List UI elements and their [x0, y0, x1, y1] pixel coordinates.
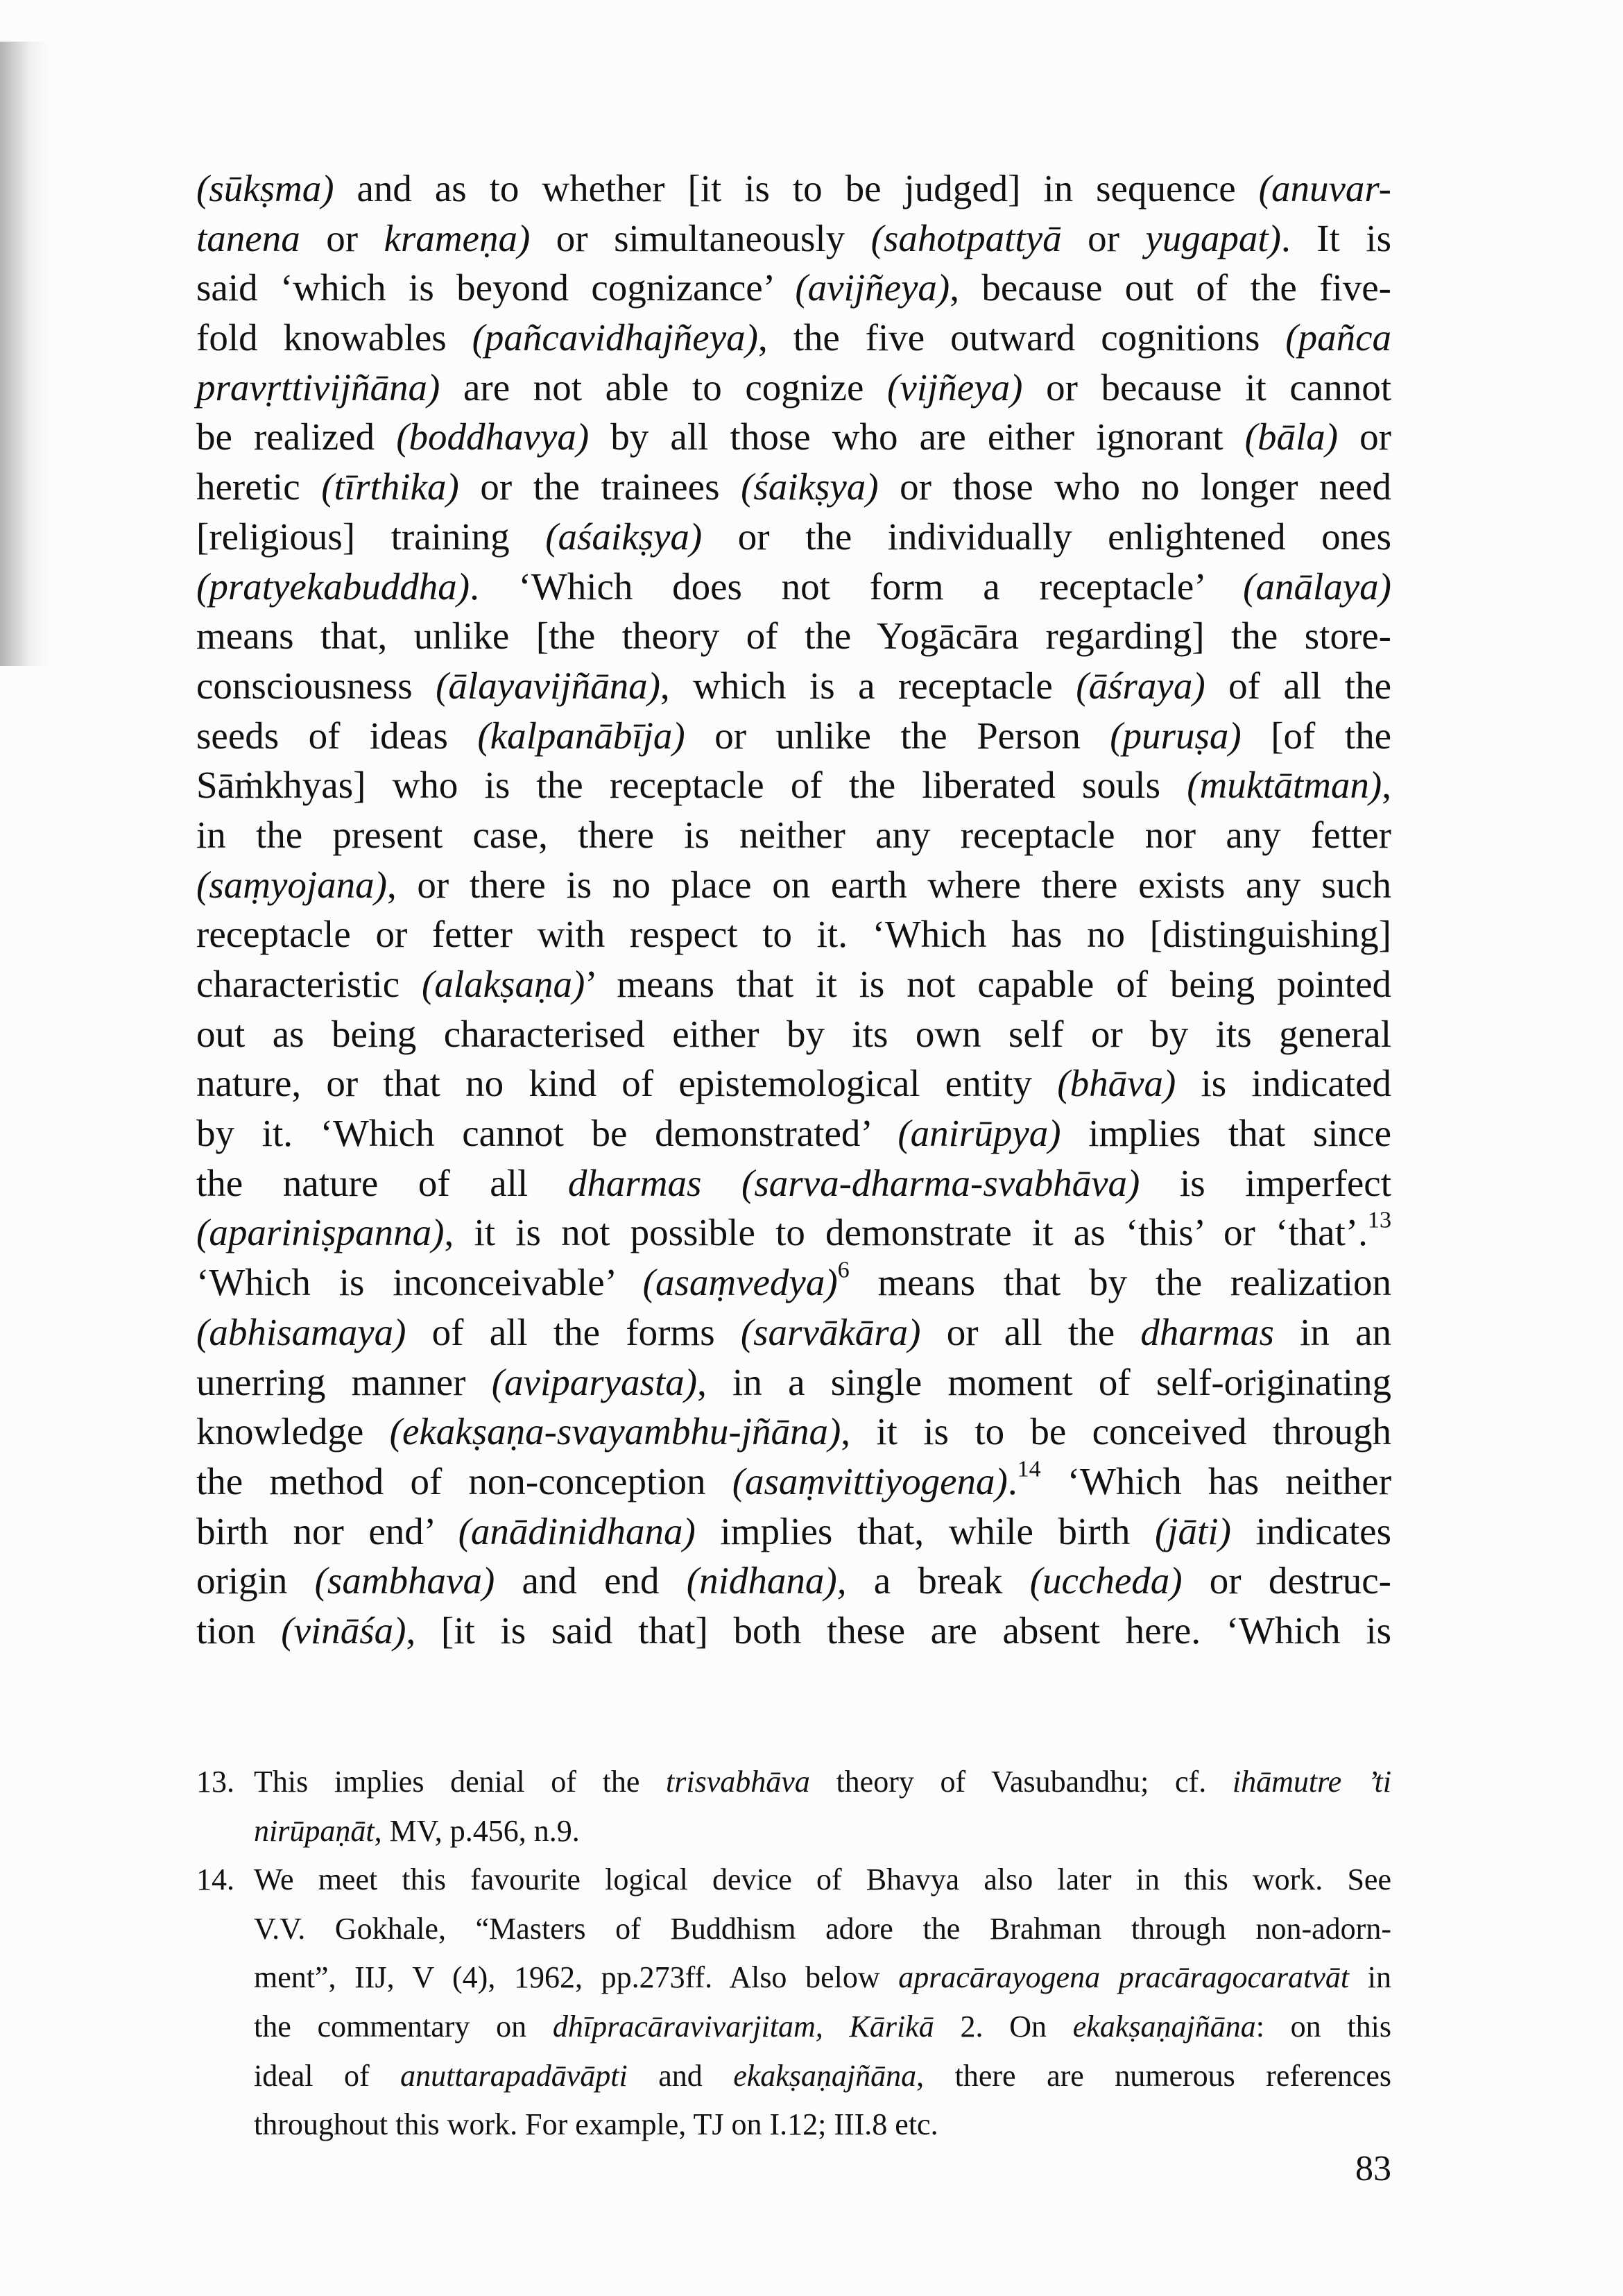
- text-run: tion: [196, 1609, 282, 1652]
- text-run: throughout this work. For example, TJ on I.12; III.8 etc.: [254, 2107, 938, 2142]
- text-run: ment”, IIJ, V (4), 1962, pp.273ff. Also below: [254, 1960, 899, 1995]
- text-run: in the present case, there is neither any receptacle nor any fetter: [196, 813, 1391, 856]
- italic-term: (aśaikṣya): [545, 515, 703, 558]
- text-run: implies that, while birth: [695, 1509, 1155, 1552]
- text-line: [196, 512, 1391, 562]
- italic-term: (boddhavya): [396, 415, 590, 459]
- text-run: or because it cannot: [1022, 366, 1392, 409]
- text-run: or: [300, 216, 384, 259]
- italic-term: (anuvar-: [1258, 167, 1391, 209]
- italic-term: (vijñeya): [887, 366, 1023, 409]
- text-line: [196, 711, 1391, 761]
- italic-term: pravṛttivijñāna): [196, 366, 440, 409]
- text-run: of all the forms: [406, 1310, 741, 1353]
- text-run: or those who no longer need: [878, 465, 1391, 508]
- italic-term: anuttarapadāvāpti: [400, 2058, 628, 2093]
- text-run: knowledge: [196, 1410, 390, 1453]
- text-run: . It is: [1280, 216, 1391, 259]
- text-run: and: [627, 2058, 734, 2093]
- text-run: by it. ‘Which cannot be demonstrated’: [196, 1112, 898, 1155]
- footnote-reference: 6: [837, 1257, 850, 1283]
- text-run: unerring manner: [196, 1360, 492, 1403]
- text-line: [196, 810, 1391, 860]
- text-run: , it is not possible to demonstrate it as ‘this’ or ‘that’.: [444, 1211, 1368, 1254]
- italic-term: (pratyekabuddha): [196, 565, 470, 608]
- text-run: characteristic: [196, 963, 422, 1005]
- text-line: [196, 1158, 1391, 1208]
- text-run: ’ means that it is not capable of being pointed: [585, 963, 1391, 1005]
- text-line: [196, 462, 1391, 512]
- footnote-line: [254, 2003, 1391, 2052]
- footnote-reference: 14: [1017, 1456, 1041, 1482]
- italic-term: dharmas: [1140, 1310, 1274, 1353]
- text-run: , because out of the five-: [950, 266, 1391, 309]
- text-run: a break: [846, 1559, 1030, 1602]
- text-run: be realized: [196, 415, 397, 459]
- footnote: [196, 1758, 1391, 1856]
- text-run: V.V. Gokhale, “Masters of Buddhism adore the Brahman through non-adorn-: [254, 1911, 1391, 1946]
- italic-term: nirūpaṇāt: [254, 1813, 375, 1848]
- italic-term: (uccheda): [1029, 1559, 1183, 1602]
- text-run: or: [1338, 415, 1391, 459]
- italic-term: (ālayavijñāna): [436, 664, 660, 707]
- italic-term: (sūkṣma): [196, 167, 334, 209]
- text-line: [196, 1407, 1391, 1457]
- text-run: or all the: [920, 1310, 1141, 1353]
- italic-term: (puruṣa): [1110, 714, 1242, 757]
- text-run: the method of non-conception: [196, 1459, 732, 1502]
- italic-term: ihāmutre ’ti: [1232, 1765, 1391, 1799]
- text-run: are not able to cognize: [440, 366, 887, 409]
- italic-term: apracārayogena pracāragocaratvāt: [898, 1960, 1350, 1995]
- text-run: , it is to be conceived through: [841, 1410, 1391, 1453]
- text-run: origin: [196, 1559, 315, 1602]
- footnote-line: [254, 2052, 1391, 2101]
- text-run: by all those who are either ignorant: [589, 415, 1245, 459]
- italic-term: (asaṃvedya): [642, 1261, 838, 1304]
- text-run: , [it is said that] both these are absent here. ‘Which is: [406, 1609, 1392, 1652]
- text-line: [196, 860, 1391, 910]
- text-run: in an: [1273, 1310, 1391, 1353]
- footnote-number: 13.: [196, 1765, 234, 1799]
- text-line: [196, 214, 1391, 264]
- page-number: 83: [1355, 2149, 1391, 2188]
- italic-term: trisvabhāva: [666, 1765, 810, 1799]
- italic-term: (anirūpya): [898, 1112, 1061, 1155]
- text-run: We meet this favourite logical device of Bhavya also later in this work. See: [254, 1862, 1391, 1897]
- text-line: [196, 661, 1391, 711]
- footnote-reference: 13: [1367, 1207, 1391, 1233]
- text-run: , or there is no place on earth where there exists any such: [386, 863, 1391, 906]
- text-run: Sāṁkhyas] who is the receptacle of the liberated souls: [196, 764, 1187, 807]
- italic-term: (sarva-dharma-svabhāva): [741, 1161, 1140, 1204]
- text-line: [196, 164, 1391, 214]
- italic-term: (pañca: [1285, 316, 1391, 359]
- italic-term: (avijñeya): [795, 266, 950, 309]
- text-run: [religious] training: [196, 515, 546, 558]
- text-line: [196, 1009, 1391, 1059]
- footnote: [196, 1856, 1391, 2150]
- text-line: [196, 1258, 1391, 1308]
- text-run: is imperfect: [1140, 1161, 1391, 1204]
- text-run: said ‘which is beyond cognizance’: [196, 266, 796, 309]
- text-run: nature, or that no kind of epistemological entity: [196, 1062, 1058, 1105]
- italic-term: (ekakṣaṇa-svayambhu-jñāna): [389, 1410, 841, 1453]
- italic-term: (pañcavidhajñeya): [472, 316, 758, 359]
- footnotes: [196, 1758, 1391, 2150]
- text-run: or simultaneously: [530, 216, 871, 259]
- text-run: , there are numerous references: [916, 2058, 1392, 2093]
- text-line: [196, 313, 1391, 363]
- text-run: or unlike the Person: [685, 714, 1110, 757]
- italic-term: (alakṣaṇa): [422, 963, 585, 1005]
- italic-term: (abhisamaya): [196, 1310, 406, 1353]
- text-line: [196, 363, 1391, 413]
- text-run: in: [1349, 1960, 1391, 1995]
- footnote-line: [254, 1953, 1391, 2003]
- text-run: This implies denial of the: [254, 1765, 667, 1799]
- text-run: seeds of ideas: [196, 714, 478, 757]
- italic-term: (āśraya): [1076, 664, 1205, 707]
- text-line: [196, 1357, 1391, 1407]
- footnote-line: [254, 1758, 1391, 1807]
- italic-term: (bāla): [1244, 415, 1339, 459]
- italic-term: tanena: [196, 216, 300, 259]
- text-line: [196, 959, 1391, 1009]
- text-line: [196, 611, 1391, 661]
- text-line: [196, 909, 1391, 959]
- text-run: or: [1061, 216, 1146, 259]
- text-run: , MV, p.456, n.9.: [374, 1813, 580, 1848]
- italic-term: (vināśa): [281, 1609, 406, 1652]
- text-run: .: [1007, 1459, 1017, 1502]
- text-run: or the individually enlightened ones: [702, 515, 1391, 558]
- text-run: , which is a receptacle: [660, 664, 1076, 707]
- text-run: [701, 1162, 741, 1204]
- text-run: or destruc-: [1182, 1559, 1391, 1602]
- text-line: [196, 1208, 1391, 1258]
- text-run: 2. On: [934, 2009, 1073, 2044]
- italic-term: (asaṃvittiyogena): [732, 1459, 1008, 1502]
- italic-term: ekakṣaṇajñāna: [733, 2058, 917, 2093]
- text-run: ideal of: [254, 2058, 401, 2093]
- body-text: [196, 164, 1391, 1656]
- text-line: [196, 1606, 1391, 1656]
- footnote-line: [254, 1905, 1391, 1954]
- text-run: theory of Vasubandhu; cf.: [809, 1765, 1233, 1799]
- text-run: consciousness: [196, 664, 436, 707]
- text-run: means that by the realization: [849, 1261, 1391, 1304]
- text-run: implies that since: [1060, 1112, 1392, 1155]
- italic-term: (saṃyojana): [196, 863, 387, 906]
- text-line: [196, 1308, 1391, 1357]
- text-run: is indicated: [1176, 1062, 1392, 1105]
- text-run: , the five outward cognitions: [757, 316, 1286, 359]
- text-run: heretic: [196, 465, 322, 508]
- italic-term: (bhāva): [1057, 1062, 1176, 1105]
- text-run: , in a single moment of self-originating: [697, 1360, 1391, 1403]
- italic-term: (sahotpattyā: [870, 216, 1062, 259]
- italic-term: dharmas: [567, 1161, 702, 1204]
- text-line: [196, 1059, 1391, 1108]
- text-line: [196, 412, 1391, 462]
- text-run: receptacle or fetter with respect to it. ‘Which has no [distinguishing]: [196, 913, 1391, 956]
- text-run: ‘Which is inconceivable’: [196, 1261, 643, 1304]
- footnote-line: [254, 1807, 1391, 1856]
- text-run: : on this: [1255, 2009, 1391, 2044]
- italic-term: (śaikṣya): [741, 465, 879, 508]
- text-run: and as to whether [it is to be judged] in sequence: [334, 167, 1259, 209]
- text-line: [196, 1108, 1391, 1158]
- text-run: indicates: [1230, 1509, 1392, 1552]
- text-run: the commentary on: [254, 2009, 553, 2044]
- italic-term: (muktātman): [1187, 764, 1382, 807]
- italic-term: (sarvākāra): [740, 1310, 921, 1353]
- text-run: birth nor end’: [196, 1509, 458, 1552]
- italic-term: (anālaya): [1243, 565, 1391, 608]
- text-line: [196, 1507, 1391, 1557]
- text-run: fold knowables: [196, 316, 472, 359]
- text-run: ‘Which has neither: [1040, 1459, 1392, 1502]
- text-run: out as being characterised either by its own self or by its general: [196, 1012, 1391, 1055]
- footnote-number: 14.: [196, 1862, 234, 1897]
- text-line: [196, 263, 1391, 313]
- text-run: or the trainees: [458, 465, 741, 508]
- italic-term: dhīpracāravivarjitam, Kārikā: [552, 2009, 934, 2044]
- scan-edge-shadow: [0, 42, 49, 666]
- italic-term: (nidhana),: [686, 1559, 847, 1602]
- text-run: means that, unlike [the theory of the Yogācāra regarding] the store-: [196, 615, 1391, 658]
- text-line: [196, 562, 1391, 612]
- italic-term: krameṇa): [384, 216, 531, 259]
- italic-term: (apariniṣpanna): [196, 1211, 445, 1254]
- text-run: [of the: [1241, 714, 1391, 757]
- italic-term: (kalpanābīja): [477, 714, 685, 757]
- italic-term: (tīrthika): [321, 465, 459, 508]
- text-run: and end: [495, 1559, 687, 1602]
- italic-term: (anādinidhana): [458, 1509, 696, 1552]
- text-line: [196, 760, 1391, 810]
- text-run: the nature of all: [196, 1161, 568, 1204]
- text-line: [196, 1556, 1391, 1606]
- footnote-line: [254, 2100, 1391, 2150]
- italic-term: (jāti): [1154, 1509, 1231, 1552]
- italic-term: yugapat): [1145, 216, 1281, 259]
- text-run: ,: [1382, 764, 1391, 807]
- text-line: [196, 1457, 1391, 1507]
- italic-term: (aviparyasta): [491, 1360, 698, 1403]
- footnote-line: [254, 1856, 1391, 1905]
- italic-term: ekakṣaṇajñāna: [1072, 2009, 1256, 2044]
- text-run: of all the: [1205, 664, 1391, 707]
- italic-term: (sambhava): [314, 1559, 495, 1602]
- text-run: . ‘Which does not form a receptacle’: [470, 565, 1244, 608]
